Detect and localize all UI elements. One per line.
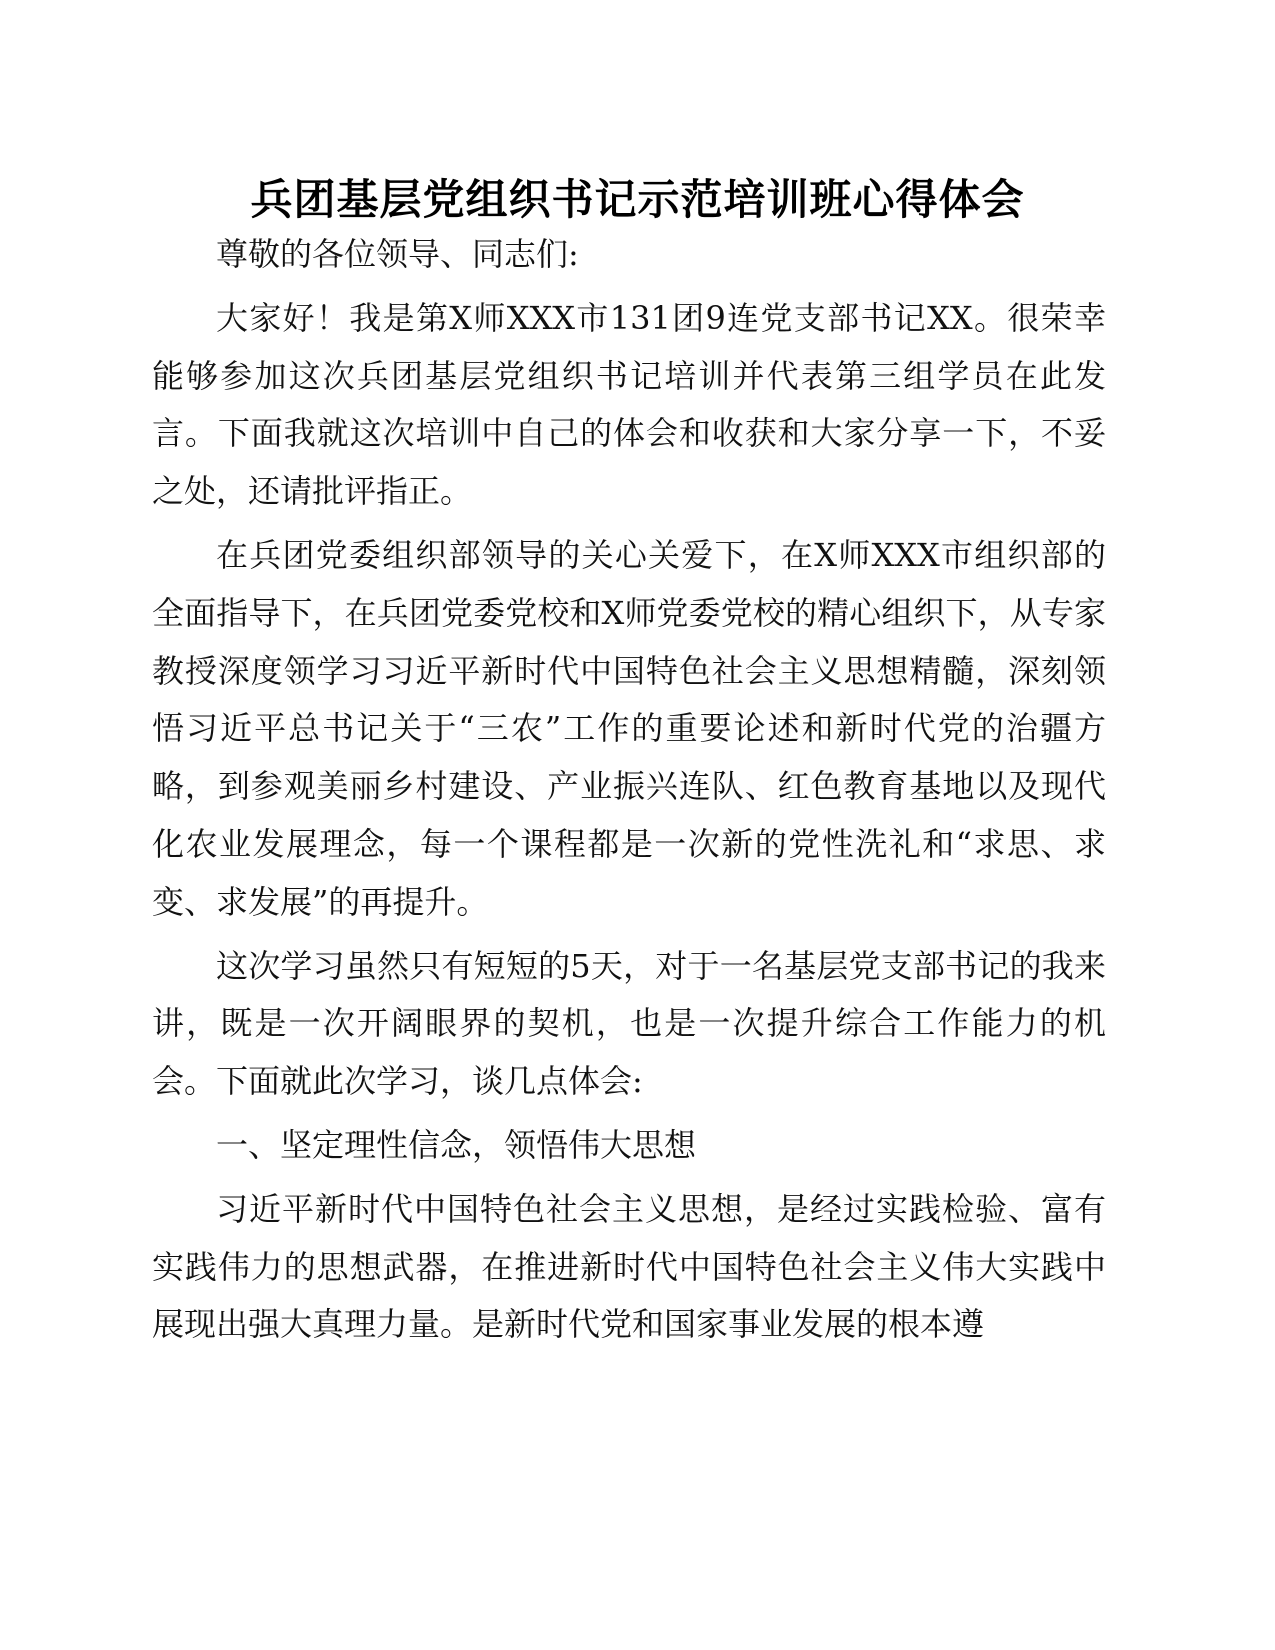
paragraph-training-overview: 在兵团党委组织部领导的关心关爱下，在X师XXX市组织部的全面指导下，在兵团党委党校和X师党委党校的精心组织下，从专家教授深度领学习习近平新时代中国特色社会主义思想精髓，深刻领悟习近平总书记关于“三农”工作的重要论述和新时代党的治疆方略，到参观美丽乡村建设、产业振兴连队、红色教育基地以及现代化农业发展理念，每一个课程都是一次新的党性洗礼和“求思、求变、求发展”的再提升。 — [152, 535, 1106, 921]
paragraph-introduction: 大家好！我是第X师XXX市131团9连党支部书记XX。很荣幸能够参加这次兵团基层党组织书记培训并代表第三组学员在此发言。下面我就这次培训中自己的体会和收获和大家分享一下，不妥之处，还请批评指正。 — [152, 298, 1106, 511]
document-body — [152, 226, 1106, 1354]
salutation: 尊敬的各位领导、同志们: — [216, 235, 579, 273]
paragraph-learning-summary: 这次学习虽然只有短短的5天，对于一名基层党支部书记的我来讲，既是一次开阔眼界的契机，也是一次提升综合工作能力的机会。下面就此次学习，谈几点体会: — [152, 946, 1106, 1101]
section-paragraph: 习近平新时代中国特色社会主义思想，是经过实践检验、富有实践伟力的思想武器，在推进新时代中国特色社会主义伟大实践中展现出强大真理力量。是新时代党和国家事业发展的根本遵 — [152, 1189, 1106, 1344]
section-heading: 一、坚定理性信念，领悟伟大思想 — [216, 1125, 697, 1164]
document-title: 兵团基层党组织书记示范培训班心得体会 — [250, 175, 1025, 224]
